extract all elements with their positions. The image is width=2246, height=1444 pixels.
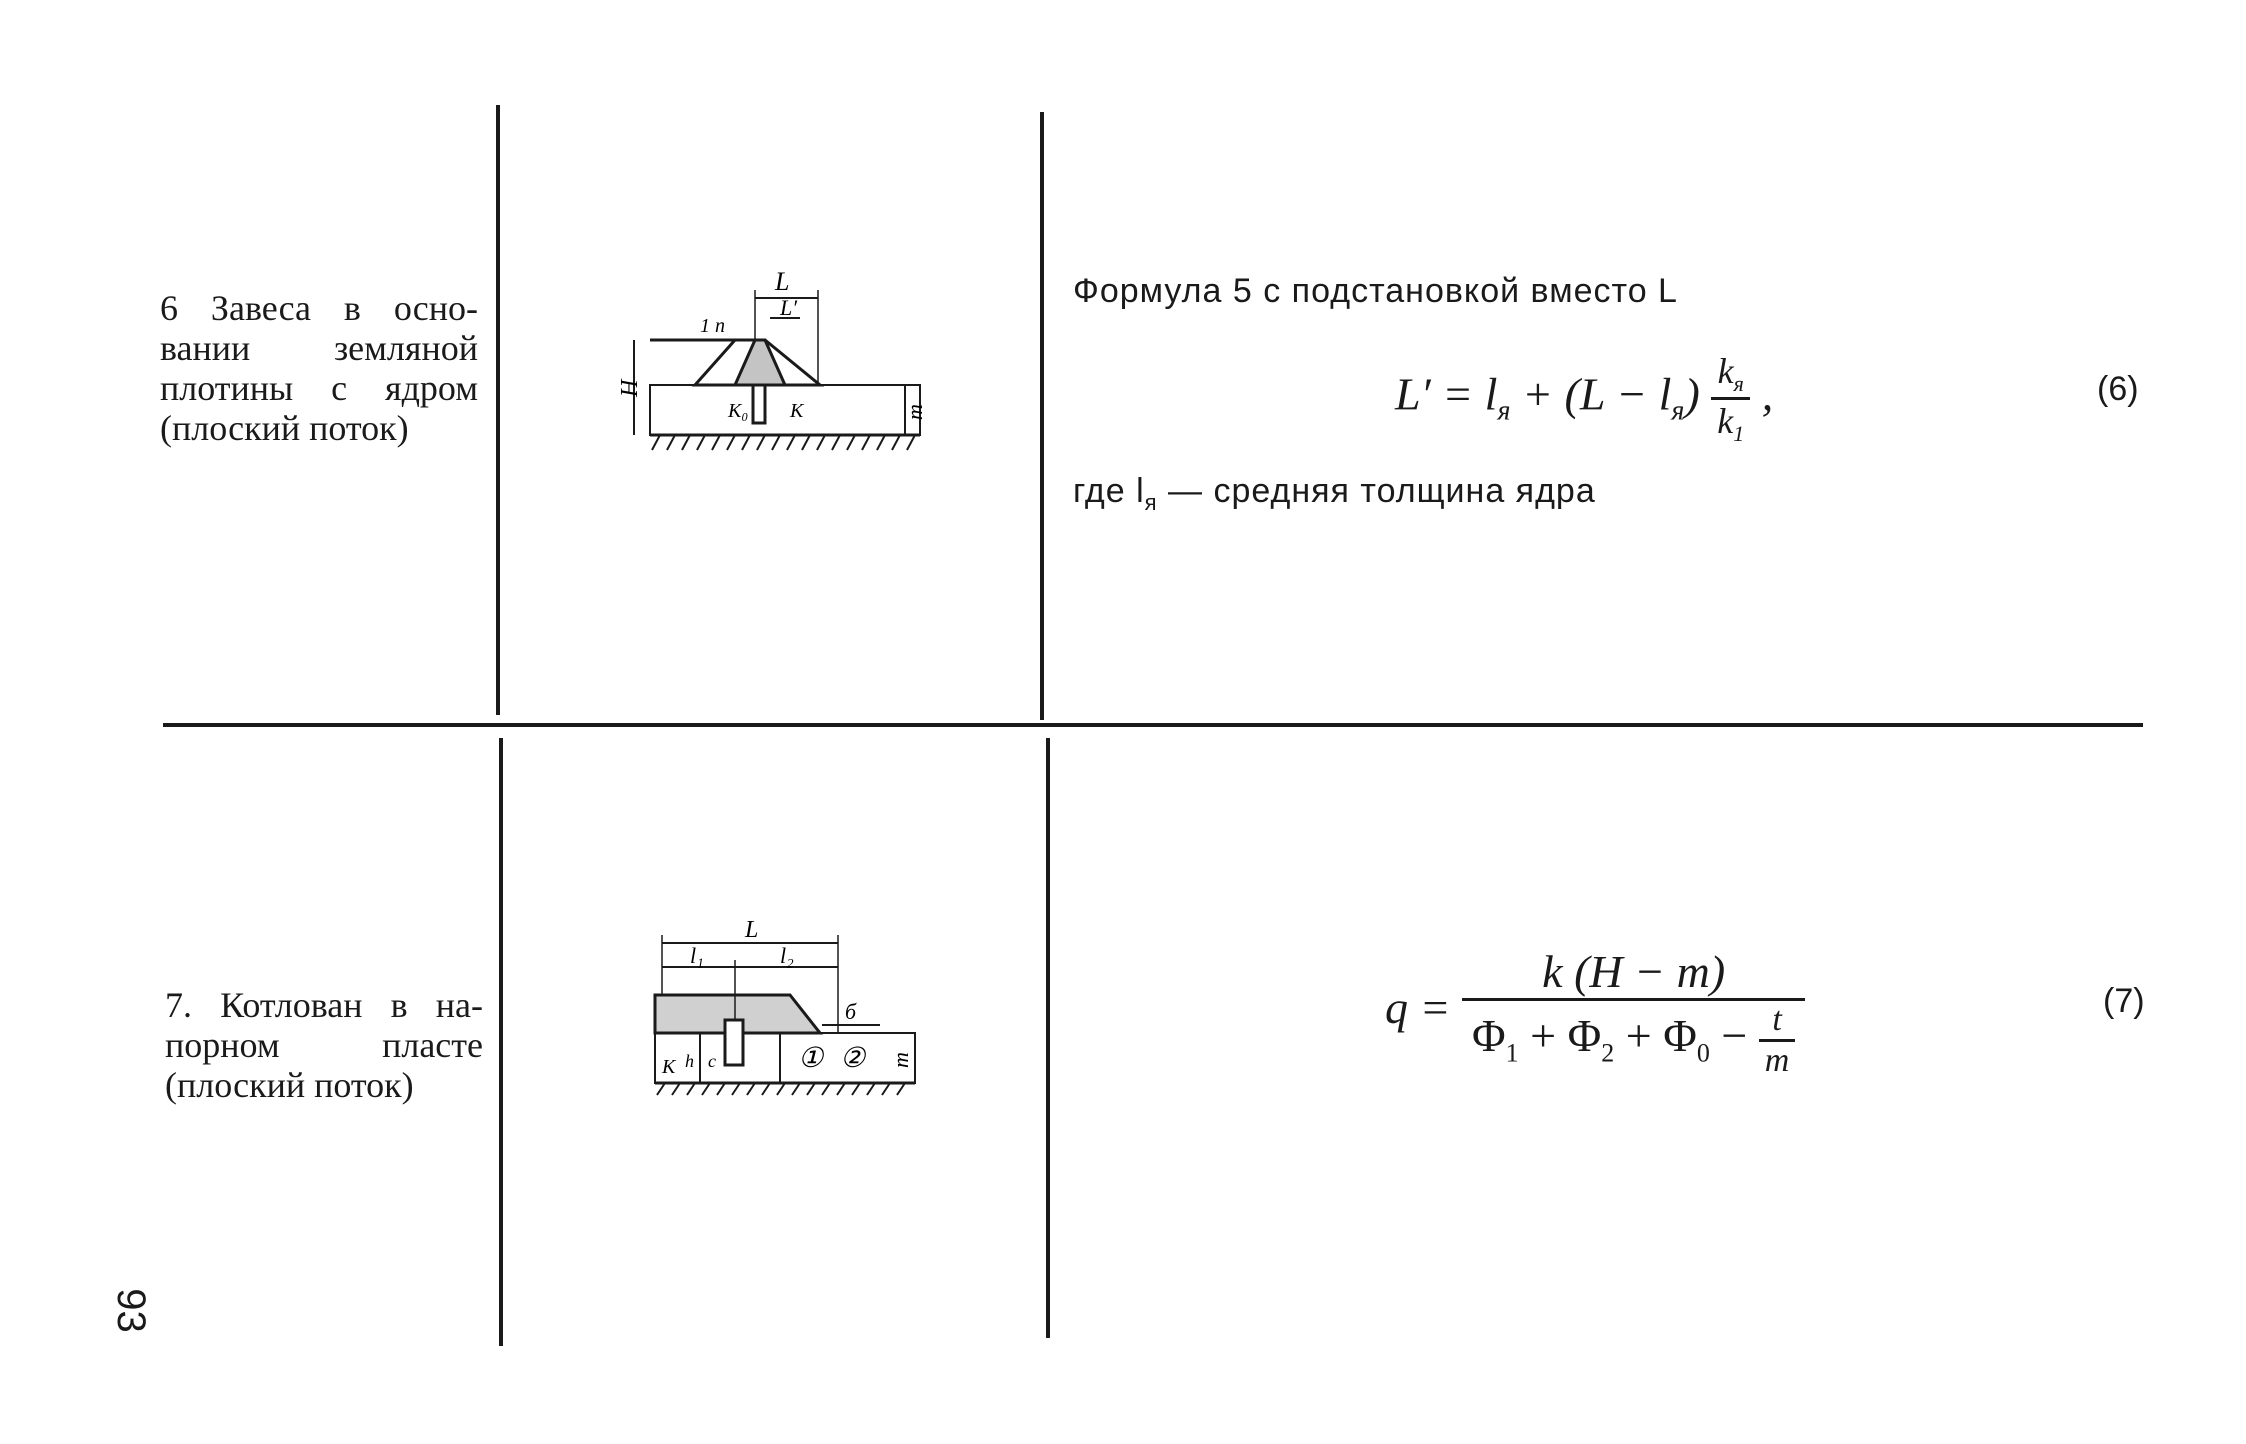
label-l1: l₁ <box>690 943 704 968</box>
label-K: K <box>662 1056 676 1078</box>
label-c: c <box>708 1051 716 1071</box>
label-H: H <box>617 379 643 397</box>
label-K: K <box>790 400 804 422</box>
column-rule-2-bottom <box>1046 738 1050 1338</box>
label-L: L <box>745 917 759 943</box>
page-number: 93 <box>108 1288 153 1333</box>
label-m: m <box>888 1052 913 1068</box>
column-rule-2-top <box>1040 112 1044 720</box>
dam-core-curtain-diagram <box>617 260 940 460</box>
column-rule-1-bottom <box>499 738 503 1346</box>
equation-number-7: (7) <box>2103 982 2145 1020</box>
formula-6-where: где $l_я$ — средняя толщина ядра <box>1073 472 1596 515</box>
label-L: L <box>775 267 790 296</box>
label-b: б <box>845 999 857 1024</box>
excavation-in-pressure-layer-diagram <box>640 915 930 1095</box>
label-h: h <box>685 1051 694 1071</box>
zone-1: ① <box>798 1043 824 1074</box>
formula-7: q = k (H − m) $\Phi_1 + \Phi_2 + \Phi_0$ − $\frac{t}{m}$ <box>1385 945 1805 1080</box>
label-l2: l₂ <box>780 943 794 968</box>
zone-2: ② <box>840 1043 866 1074</box>
column-rule-1-top <box>496 105 500 715</box>
case-7-description: 7. Котлован в на- порном пласте (плоский поток) <box>165 985 483 1105</box>
formula-6-intro: Формула 5 с подстановкой вместо L <box>1073 272 1678 310</box>
label-m: m <box>902 404 927 420</box>
equation-number-6: (6) <box>2097 370 2139 408</box>
label-L-prime: L′ <box>780 295 798 320</box>
row-divider <box>163 723 2143 727</box>
formula-6: $L' = l_я + (L - l_я)$ $\frac{k_я}{k_1}$ , <box>1395 351 1774 447</box>
label-slope-upstream: 1 n <box>700 315 725 337</box>
label-K0: K₀ <box>728 400 749 422</box>
case-6-description: 6 Завеса в осно- вании земляной плотины с ядром (плоский поток) <box>160 288 478 448</box>
